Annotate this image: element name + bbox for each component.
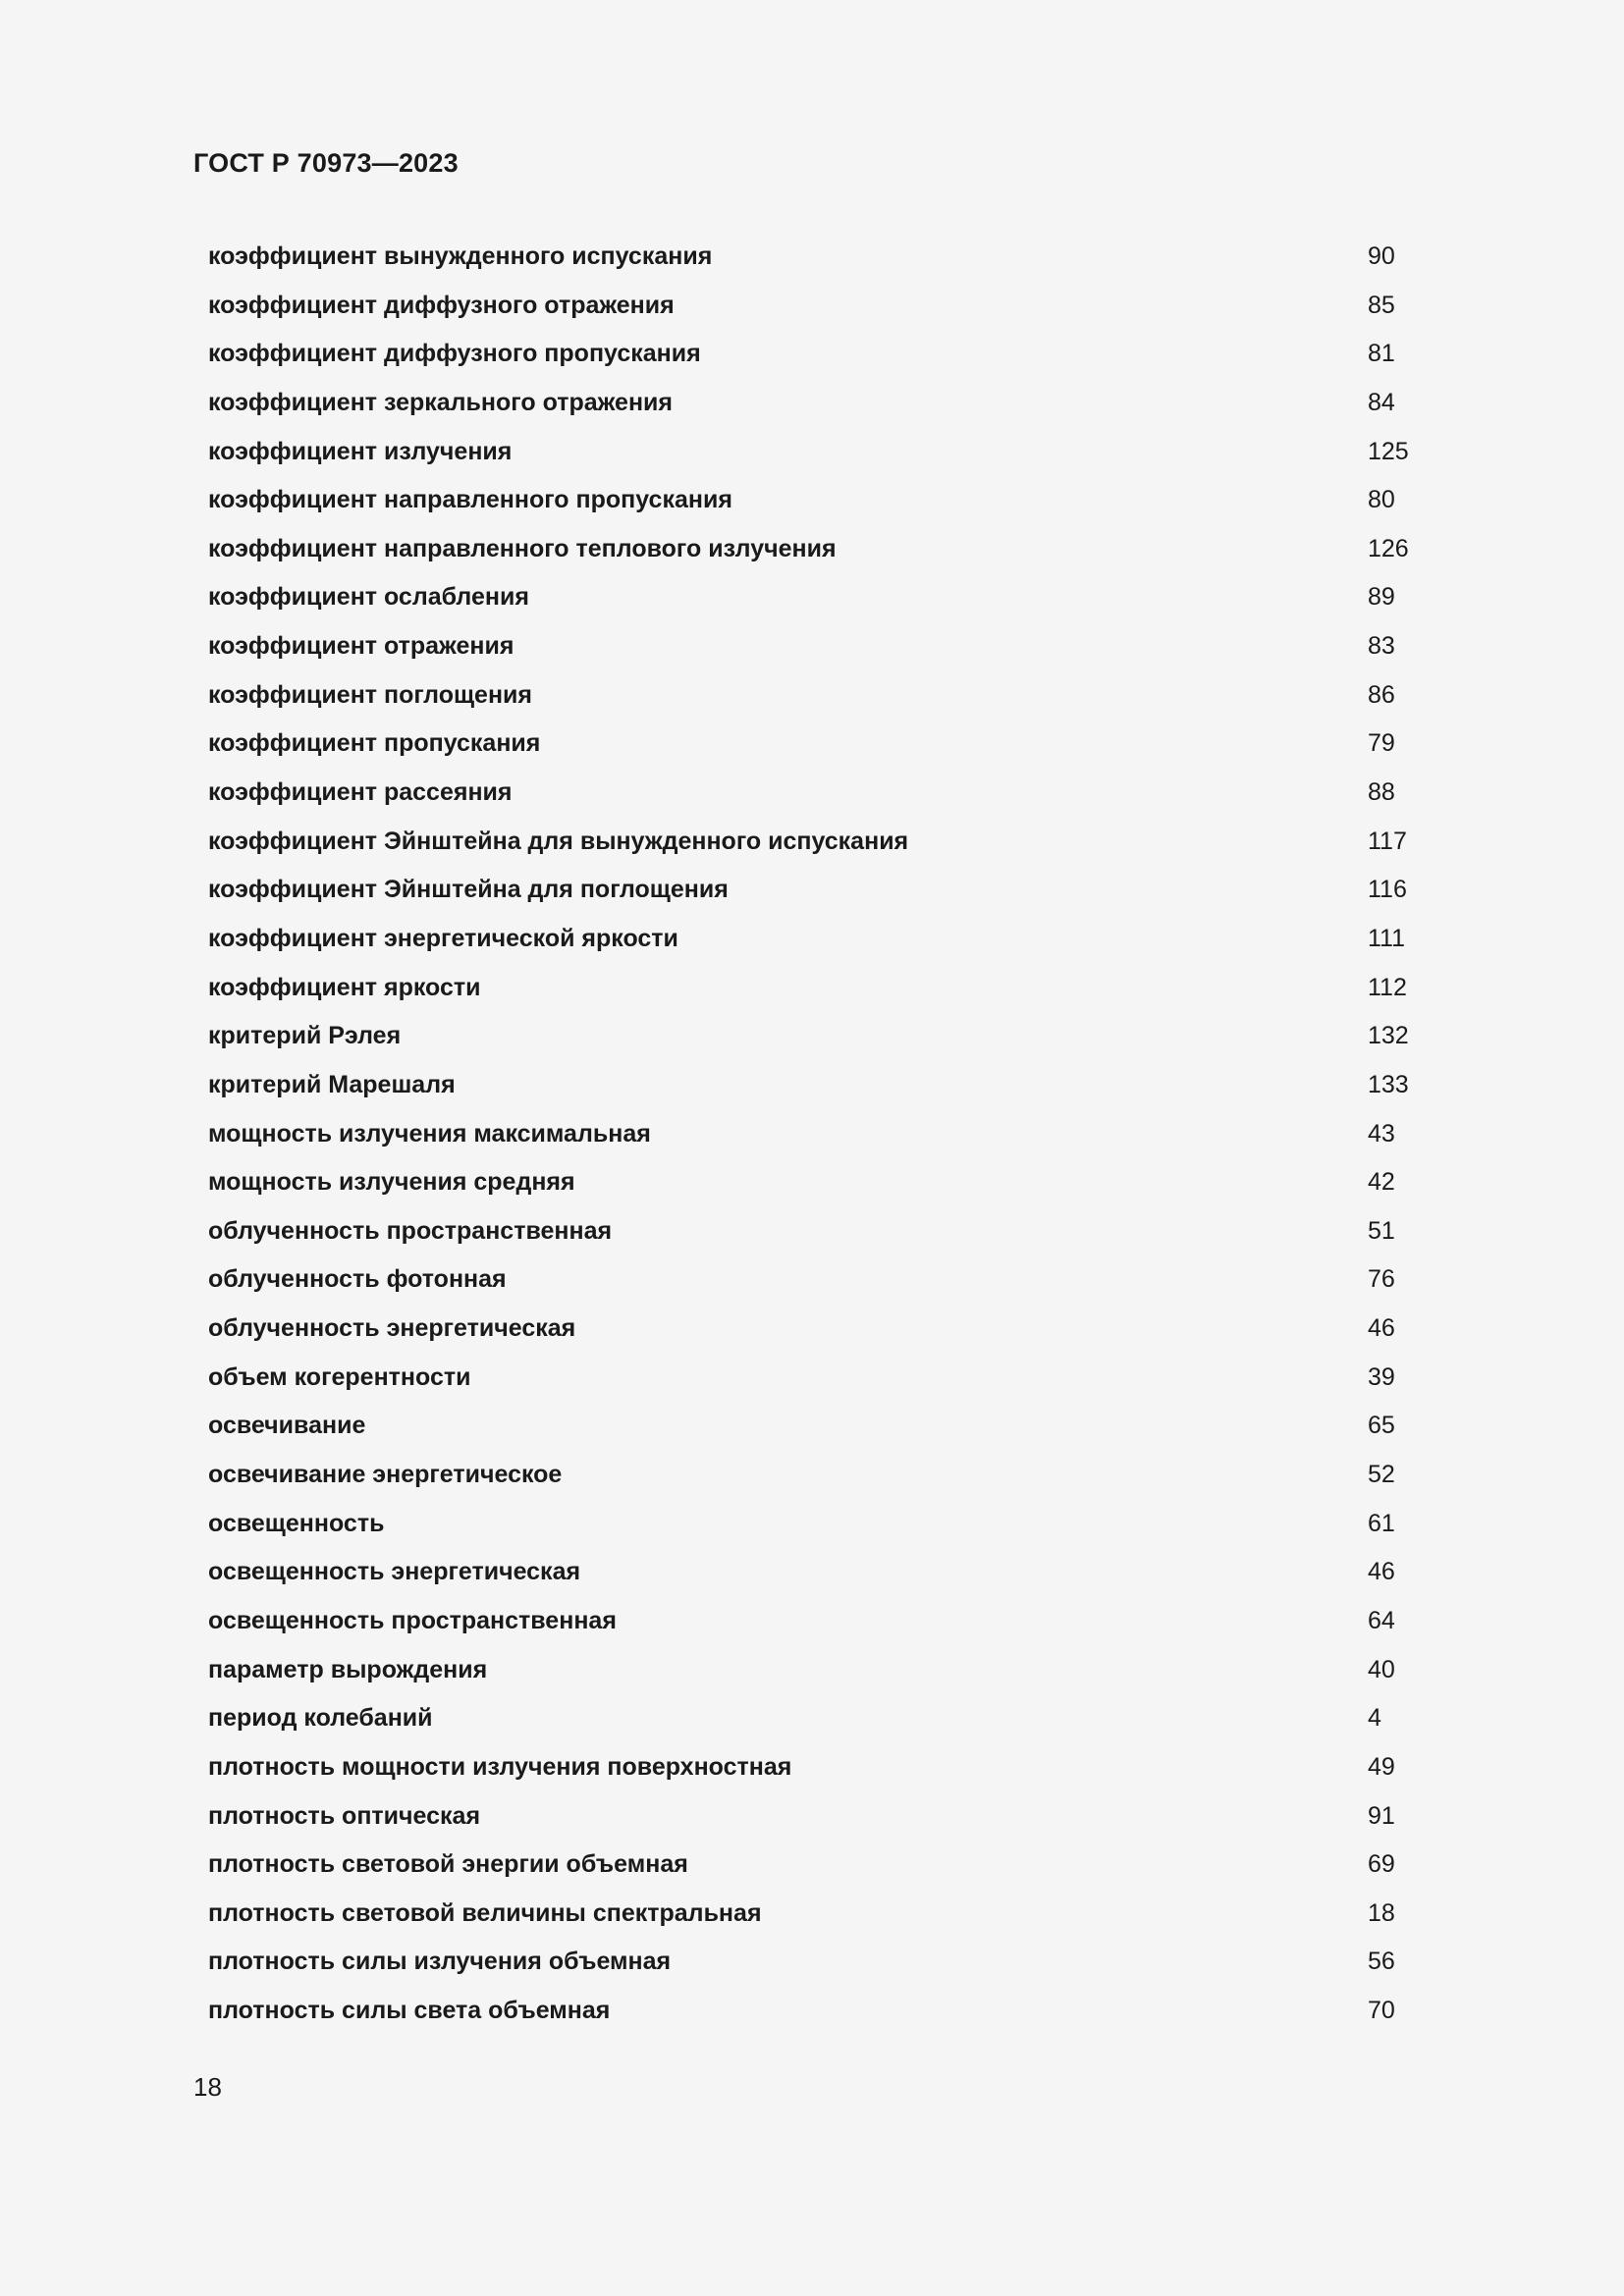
index-entry bbox=[208, 238, 1435, 287]
page-number: 18 bbox=[193, 2072, 222, 2102]
index-reference-number: 18 bbox=[1368, 1898, 1395, 1927]
index-term: коэффициент отражения bbox=[208, 632, 514, 661]
index-entry bbox=[208, 1748, 1435, 1797]
index-entry bbox=[208, 627, 1435, 676]
alphabetical-index bbox=[208, 238, 1435, 2041]
index-term: коэффициент энергетической яркости bbox=[208, 924, 678, 952]
index-term: плотность силы света объемная bbox=[208, 1997, 611, 2025]
index-entry bbox=[208, 920, 1435, 969]
index-term: коэффициент яркости bbox=[208, 973, 481, 1001]
index-entry bbox=[208, 1115, 1435, 1164]
index-term: плотность световой энергии объемная bbox=[208, 1850, 688, 1879]
index-term: облученность пространственная bbox=[208, 1216, 613, 1245]
index-term: освещенность пространственная bbox=[208, 1606, 617, 1634]
index-reference-number: 42 bbox=[1368, 1168, 1395, 1197]
index-entry bbox=[208, 1651, 1435, 1700]
index-reference-number: 64 bbox=[1368, 1606, 1395, 1634]
index-reference-number: 76 bbox=[1368, 1265, 1395, 1294]
index-entry bbox=[208, 1553, 1435, 1602]
index-reference-number: 43 bbox=[1368, 1119, 1395, 1148]
index-entry bbox=[208, 1359, 1435, 1408]
index-entry bbox=[208, 871, 1435, 920]
index-entry bbox=[208, 1895, 1435, 1944]
index-entry bbox=[208, 1602, 1435, 1651]
index-reference-number: 49 bbox=[1368, 1752, 1395, 1781]
index-reference-number: 117 bbox=[1368, 827, 1407, 855]
index-reference-number: 81 bbox=[1368, 340, 1395, 368]
index-reference-number: 79 bbox=[1368, 729, 1395, 758]
index-reference-number: 46 bbox=[1368, 1558, 1395, 1586]
index-term: коэффициент вынужденного испускания bbox=[208, 242, 713, 270]
index-term: мощность излучения максимальная bbox=[208, 1119, 651, 1148]
index-entry bbox=[208, 433, 1435, 482]
index-reference-number: 69 bbox=[1368, 1850, 1395, 1879]
document-header: ГОСТ Р 70973—2023 bbox=[193, 148, 459, 178]
index-reference-number: 65 bbox=[1368, 1412, 1395, 1440]
index-entry bbox=[208, 969, 1435, 1018]
index-entry bbox=[208, 823, 1435, 872]
index-term: коэффициент поглощения bbox=[208, 680, 533, 709]
index-entry bbox=[208, 724, 1435, 774]
index-term: параметр вырождения bbox=[208, 1655, 488, 1683]
index-entry bbox=[208, 1407, 1435, 1456]
index-reference-number: 51 bbox=[1368, 1216, 1395, 1245]
index-reference-number: 52 bbox=[1368, 1461, 1395, 1489]
index-entry bbox=[208, 287, 1435, 336]
index-term: коэффициент направленного теплового излучения bbox=[208, 534, 837, 562]
index-reference-number: 4 bbox=[1368, 1704, 1381, 1733]
index-term: облученность энергетическая bbox=[208, 1314, 576, 1343]
index-entry bbox=[208, 1505, 1435, 1554]
index-reference-number: 111 bbox=[1368, 924, 1406, 952]
index-entry bbox=[208, 676, 1435, 725]
index-term: коэффициент диффузного отражения bbox=[208, 291, 675, 319]
index-reference-number: 88 bbox=[1368, 778, 1395, 807]
index-reference-number: 70 bbox=[1368, 1997, 1395, 2025]
index-reference-number: 89 bbox=[1368, 583, 1395, 612]
index-entry bbox=[208, 1163, 1435, 1212]
index-entry bbox=[208, 335, 1435, 384]
index-term: коэффициент рассеяния bbox=[208, 778, 513, 807]
index-term: коэффициент Эйнштейна для поглощения bbox=[208, 876, 729, 904]
index-reference-number: 83 bbox=[1368, 632, 1395, 661]
index-entry bbox=[208, 1260, 1435, 1309]
index-term: критерий Рэлея bbox=[208, 1022, 402, 1050]
index-term: коэффициент диффузного пропускания bbox=[208, 340, 701, 368]
index-term: коэффициент ослабления bbox=[208, 583, 529, 612]
index-term: освечивание bbox=[208, 1412, 366, 1440]
index-term: плотность световой величины спектральная bbox=[208, 1898, 762, 1927]
index-reference-number: 90 bbox=[1368, 242, 1395, 270]
index-term: освечивание энергетическое bbox=[208, 1461, 563, 1489]
index-entry bbox=[208, 1066, 1435, 1115]
index-entry bbox=[208, 1212, 1435, 1261]
index-term: мощность излучения средняя bbox=[208, 1168, 575, 1197]
index-entry bbox=[208, 1017, 1435, 1066]
index-reference-number: 84 bbox=[1368, 388, 1395, 416]
index-entry bbox=[208, 1845, 1435, 1895]
index-entry bbox=[208, 530, 1435, 579]
index-reference-number: 133 bbox=[1368, 1070, 1409, 1098]
index-reference-number: 112 bbox=[1368, 973, 1407, 1001]
index-term: освещенность bbox=[208, 1509, 385, 1537]
index-reference-number: 126 bbox=[1368, 534, 1409, 562]
index-reference-number: 40 bbox=[1368, 1655, 1395, 1683]
index-entry bbox=[208, 1456, 1435, 1505]
index-term: коэффициент излучения bbox=[208, 437, 513, 465]
index-reference-number: 39 bbox=[1368, 1362, 1395, 1391]
index-term: коэффициент направленного пропускания bbox=[208, 486, 732, 514]
index-entry bbox=[208, 774, 1435, 823]
index-term: коэффициент зеркального отражения bbox=[208, 388, 674, 416]
index-entry bbox=[208, 1309, 1435, 1359]
index-reference-number: 125 bbox=[1368, 437, 1409, 465]
index-entry bbox=[208, 481, 1435, 530]
index-entry bbox=[208, 1992, 1435, 2041]
index-reference-number: 91 bbox=[1368, 1801, 1395, 1830]
index-entry bbox=[208, 384, 1435, 433]
index-term: объем когерентности bbox=[208, 1362, 471, 1391]
index-reference-number: 46 bbox=[1368, 1314, 1395, 1343]
index-reference-number: 61 bbox=[1368, 1509, 1395, 1537]
index-reference-number: 116 bbox=[1368, 876, 1407, 904]
index-reference-number: 86 bbox=[1368, 680, 1395, 709]
index-reference-number: 80 bbox=[1368, 486, 1395, 514]
index-entry bbox=[208, 1797, 1435, 1846]
index-term: плотность силы излучения объемная bbox=[208, 1948, 672, 1976]
index-entry bbox=[208, 578, 1435, 627]
index-term: плотность мощности излучения поверхностная bbox=[208, 1752, 792, 1781]
index-term: период колебаний bbox=[208, 1704, 433, 1733]
index-entry bbox=[208, 1699, 1435, 1748]
index-term: плотность оптическая bbox=[208, 1801, 481, 1830]
index-term: освещенность энергетическая bbox=[208, 1558, 581, 1586]
index-entry bbox=[208, 1943, 1435, 1992]
index-reference-number: 132 bbox=[1368, 1022, 1409, 1050]
index-term: коэффициент Эйнштейна для вынужденного испускания bbox=[208, 827, 909, 855]
index-term: критерий Марешаля bbox=[208, 1070, 456, 1098]
index-term: облученность фотонная bbox=[208, 1265, 507, 1294]
index-reference-number: 56 bbox=[1368, 1948, 1395, 1976]
index-reference-number: 85 bbox=[1368, 291, 1395, 319]
index-term: коэффициент пропускания bbox=[208, 729, 541, 758]
